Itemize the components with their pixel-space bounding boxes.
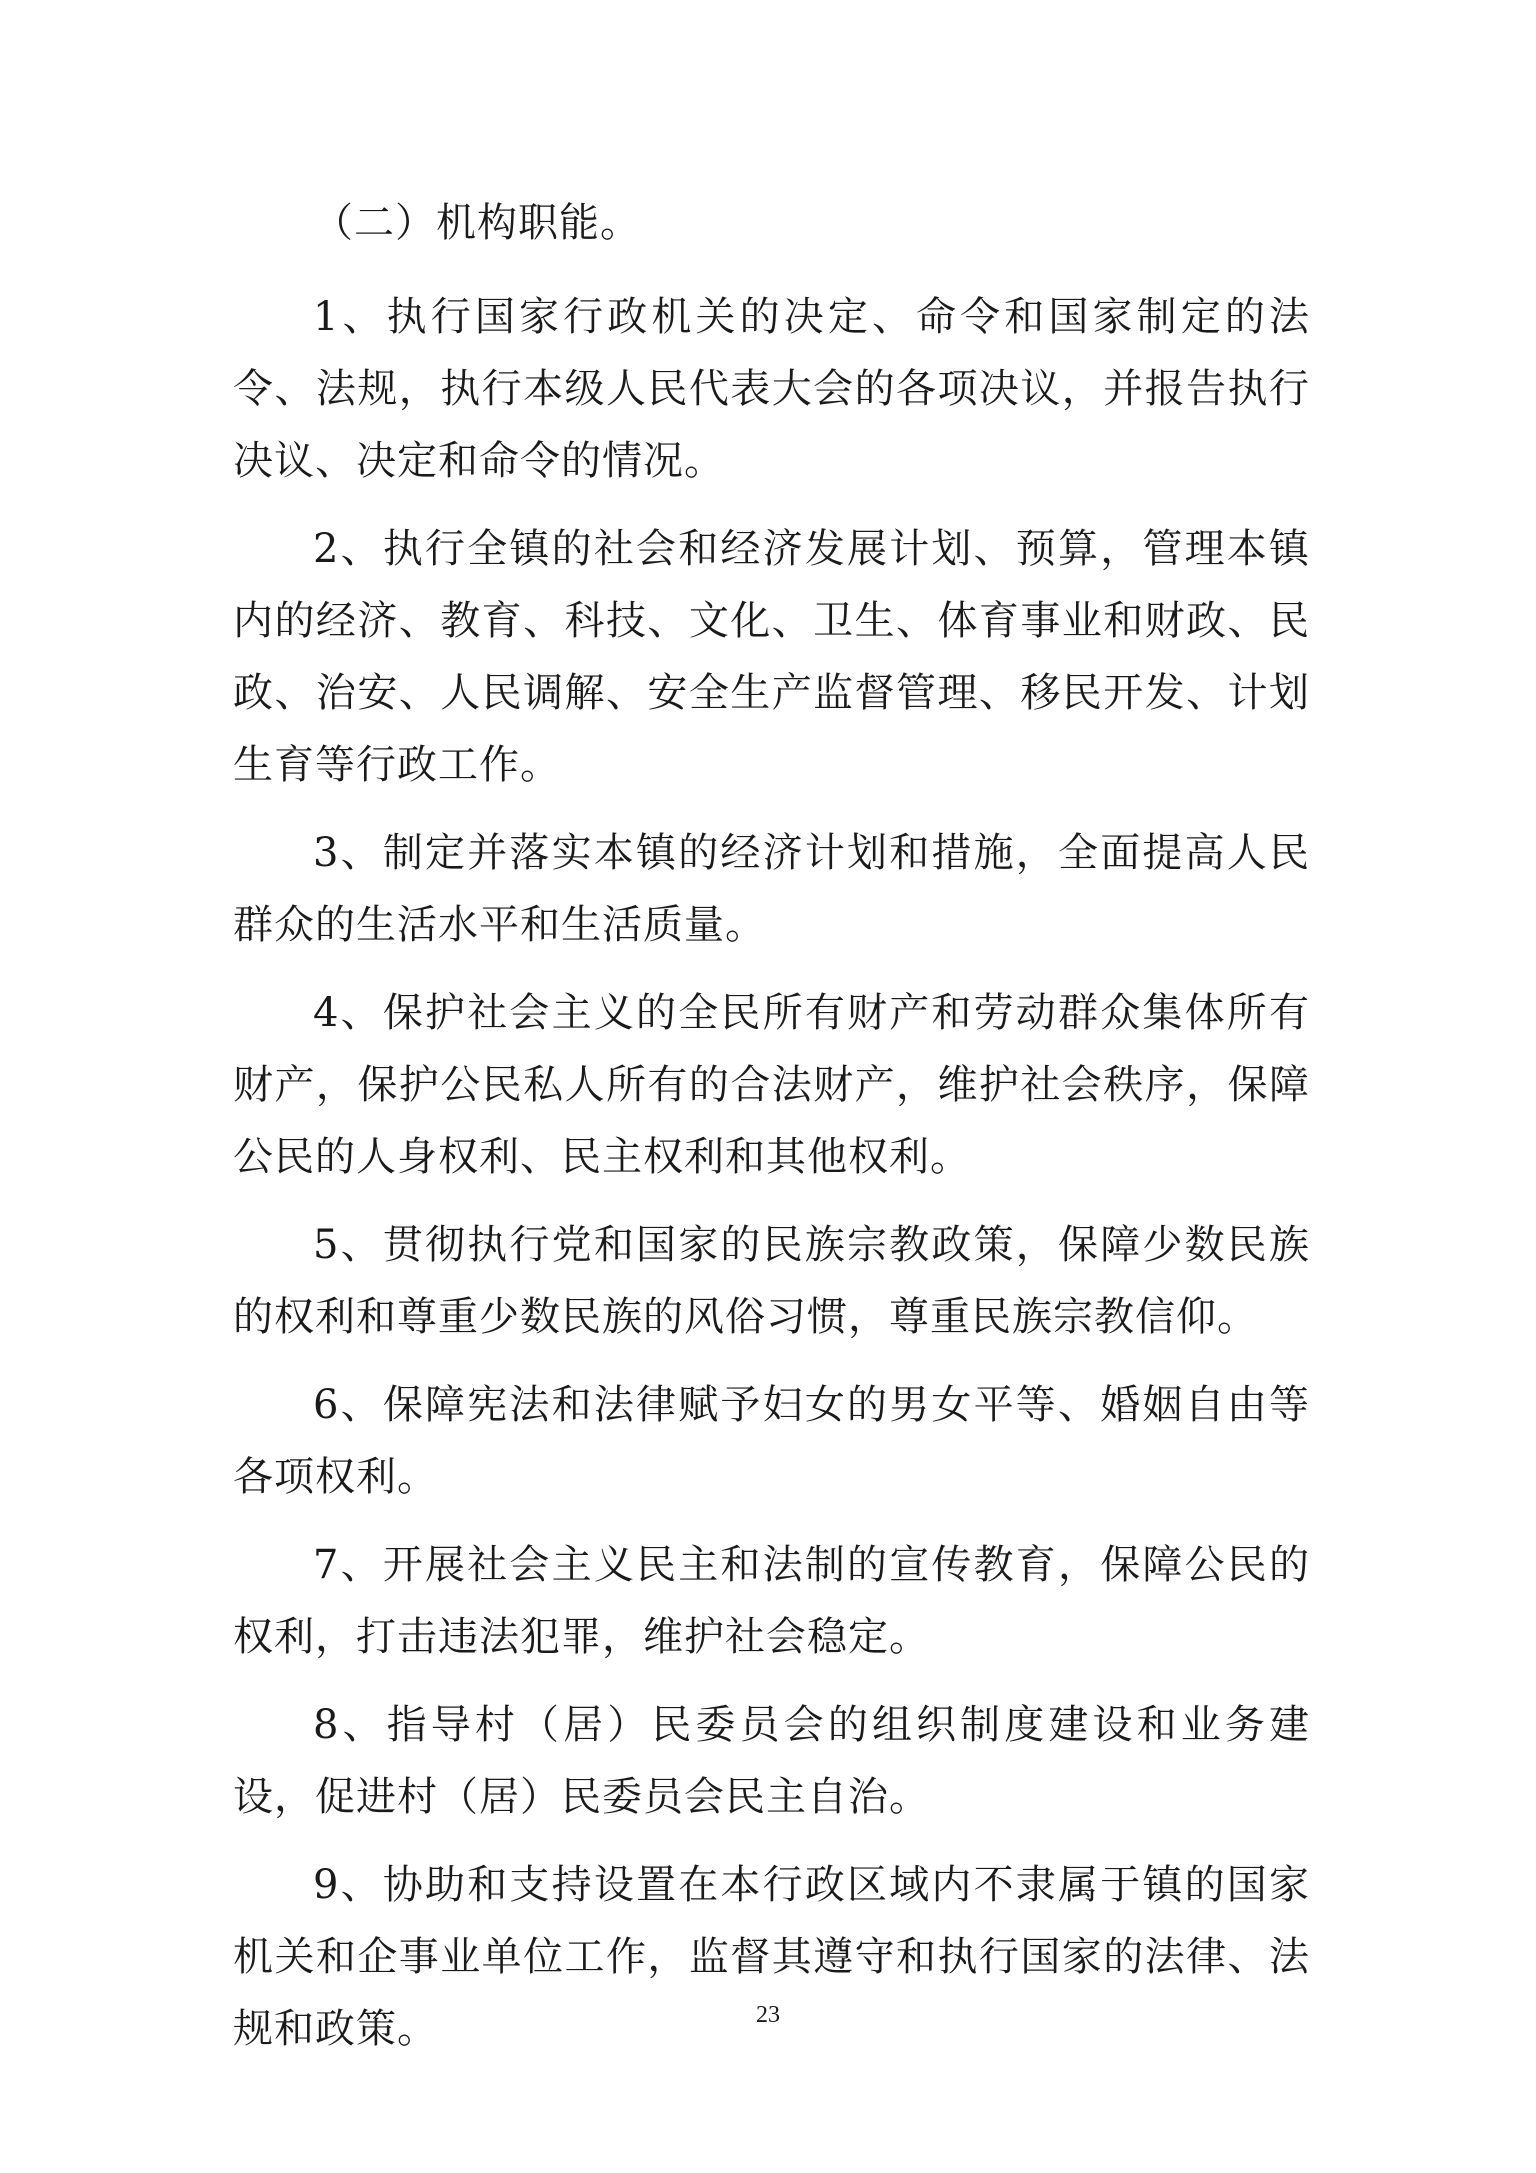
document-body — [233, 187, 1310, 2081]
page-number: 23 — [756, 2002, 780, 2028]
paragraph-7: 7、开展社会主义民主和法制的宣传教育，保障公民的权利，打击违法犯罪，维护社会稳定。 — [233, 1542, 1310, 1660]
paragraph-3: 3、制定并落实本镇的经济计划和措施，全面提高人民群众的生活水平和生活质量。 — [233, 830, 1310, 948]
paragraph-1: 1、执行国家行政机关的决定、命令和国家制定的法令、法规，执行本级人民代表大会的各项决议，并报告执行决议、决定和命令的情况。 — [233, 294, 1310, 484]
section-heading: （二）机构职能。 — [313, 200, 641, 246]
paragraph-6: 6、保障宪法和法律赋予妇女的男女平等、婚姻自由等各项权利。 — [233, 1382, 1310, 1500]
paragraph-9: 9、协助和支持设置在本行政区域内不隶属于镇的国家机关和企事业单位工作，监督其遵守和执行国家的法律、法规和政策。 — [233, 1862, 1310, 2052]
paragraph-5: 5、贯彻执行党和国家的民族宗教政策，保障少数民族的权利和尊重少数民族的风俗习惯，尊重民族宗教信仰。 — [233, 1222, 1310, 1340]
paragraph-8: 8、指导村（居）民委员会的组织制度建设和业务建设，促进村（居）民委员会民主自治。 — [233, 1702, 1310, 1820]
paragraph-4: 4、保护社会主义的全民所有财产和劳动群众集体所有财产，保护公民私人所有的合法财产，维护社会秩序，保障公民的人身权利、民主权利和其他权利。 — [233, 990, 1310, 1180]
paragraph-2: 2、执行全镇的社会和经济发展计划、预算，管理本镇内的经济、教育、科技、文化、卫生、体育事业和财政、民政、治安、人民调解、安全生产监督管理、移民开发、计划生育等行政工作。 — [233, 526, 1310, 788]
